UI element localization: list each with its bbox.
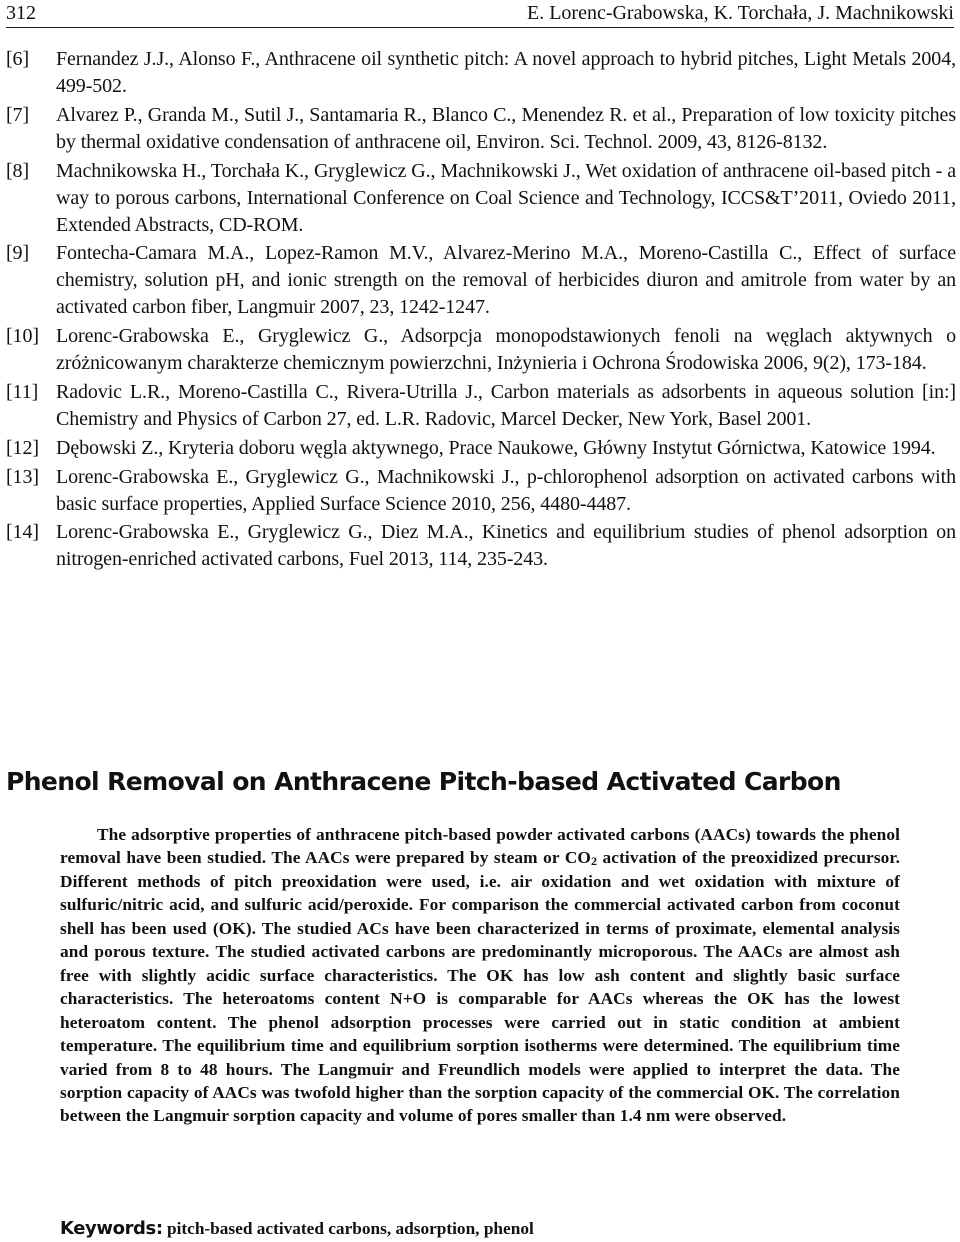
reference-number: [12] xyxy=(6,436,39,459)
keywords-line xyxy=(60,1217,940,1241)
keywords-label: Keywords: xyxy=(60,1218,163,1239)
reference-number: [10] xyxy=(6,325,39,348)
reference-item xyxy=(6,158,956,239)
reference-item xyxy=(6,519,956,573)
reference-item xyxy=(6,46,956,100)
section-title: Phenol Removal on Anthracene Pitch-based Activated Carbon xyxy=(6,767,841,796)
reference-item xyxy=(6,379,956,433)
reference-item xyxy=(6,435,956,462)
reference-number: [11] xyxy=(6,380,39,403)
keywords-text: pitch-based activated carbons, adsorption, phenol xyxy=(162,1219,534,1238)
reference-number: [13] xyxy=(6,465,39,488)
reference-item xyxy=(6,323,956,377)
reference-number: [14] xyxy=(6,521,39,544)
reference-text: Machnikowska H., Torchała K., Gryglewicz G., Machnikowski J., Wet oxidation of anthracene oil-based pitch - a way to porous carbons, International Conference on Coal Science and Technology, ICCS&T’2011, Oviedo 2011, Extended Abstracts, CD-ROM. xyxy=(56,159,956,236)
reference-item xyxy=(6,464,956,518)
reference-text: Radovic L.R., Moreno-Castilla C., Rivera-Utrilla J., Carbon materials as adsorbents in aqueous solution [in:] Chemistry and Physics of Carbon 27, ed. L.R. Radovic, Marcel Decker, New York, Basel 2001. xyxy=(56,380,956,430)
page-number: 312 xyxy=(6,2,36,24)
reference-number: [7] xyxy=(6,103,30,126)
reference-text: Alvarez P., Granda M., Sutil J., Santamaria R., Blanco C., Menendez R. et al., Preparation of low toxicity pitches by thermal oxidative condensation of anthracene oil, Environ. Sci. Technol. 2009, 43, 8126-8132. xyxy=(56,103,956,153)
reference-number: [8] xyxy=(6,159,30,182)
abstract-text-continued: activation of the preoxidized precursor. Different methods of pitch preoxidation were used, i.e. air oxidation and wet oxidation with mixture of sulfuric/nitric acid, and sulfuric acid/peroxide. For comparison the commercial activated carbon from coconut shell has been used (OK). The studied ACs have been characterized in terms of proximate, elemental analysis and porous texture. The studied activated carbons are predominantly microporous. The AACs are almost ash free with slightly acidic surface characteristics. The OK has low ash content and slightly basic surface characteristics. The heteroatoms content N+O is comparable for AACs whereas the OK has the lowest heteroatom content. The phenol adsorption processes were carried out in static condition at ambient temperature. The equilibrium time and equilibrium sorption isotherms were determined. The equilibrium time varied from 8 to 48 hours. The Langmuir and Freundlich models were applied to interpret the data. The sorption capacity of AACs was twofold higher than the sorption capacity of the commercial OK. The correlation between the Langmuir sorption capacity and volume of pores smaller than 1.4 nm were observed. xyxy=(60,848,900,1126)
reference-text: Lorenc-Grabowska E., Gryglewicz G., Machnikowski J., p-chlorophenol adsorption on activated carbons with basic surface properties, Applied Surface Science 2010, 256, 4480-4487. xyxy=(56,465,956,515)
reference-text: Dębowski Z., Kryteria doboru węgla aktywnego, Prace Naukowe, Główny Instytut Górnictwa, Katowice 1994. xyxy=(56,436,936,459)
reference-item xyxy=(6,240,956,321)
reference-list xyxy=(6,46,956,575)
page-header xyxy=(6,0,954,28)
reference-item xyxy=(6,102,956,156)
running-head: E. Lorenc-Grabowska, K. Torchała, J. Machnikowski xyxy=(526,2,954,24)
subscript-two: 2 xyxy=(590,854,598,869)
abstract-text: The adsorptive properties of anthracene pitch-based powder activated carbons (AACs) towards the phenol removal have been studied. The AACs were prepared by steam or CO xyxy=(60,825,900,868)
reference-number: [6] xyxy=(6,48,30,70)
reference-text: Lorenc-Grabowska E., Gryglewicz G., Adsorpcja monopodstawionych fenoli na węglach aktywnych o zróżnicowanym charakterze chemicznym powierzchni, Inżynieria i Ochrona Środowiska 2006, 9(2), 173-184. xyxy=(56,325,956,375)
reference-text: Fernandez J.J., Alonso F., Anthracene oil synthetic pitch: A novel approach to hybrid pitches, Light Metals 2004, 499-502. xyxy=(56,48,956,97)
abstract-paragraph xyxy=(60,823,900,1128)
reference-text: Lorenc-Grabowska E., Gryglewicz G., Diez M.A., Kinetics and equilibrium studies of phenol adsorption on nitrogen-enriched activated carbons, Fuel 2013, 114, 235-243. xyxy=(56,521,956,571)
reference-text: Fontecha-Camara M.A., Lopez-Ramon M.V., Alvarez-Merino M.A., Moreno-Castilla C., Effect of surface chemistry, solution pH, and ionic strength on the removal of herbicides diuron and amitrole from water by an activated carbon fiber, Langmuir 2007, 23, 1242-1247. xyxy=(56,242,956,319)
reference-number: [9] xyxy=(6,242,30,265)
